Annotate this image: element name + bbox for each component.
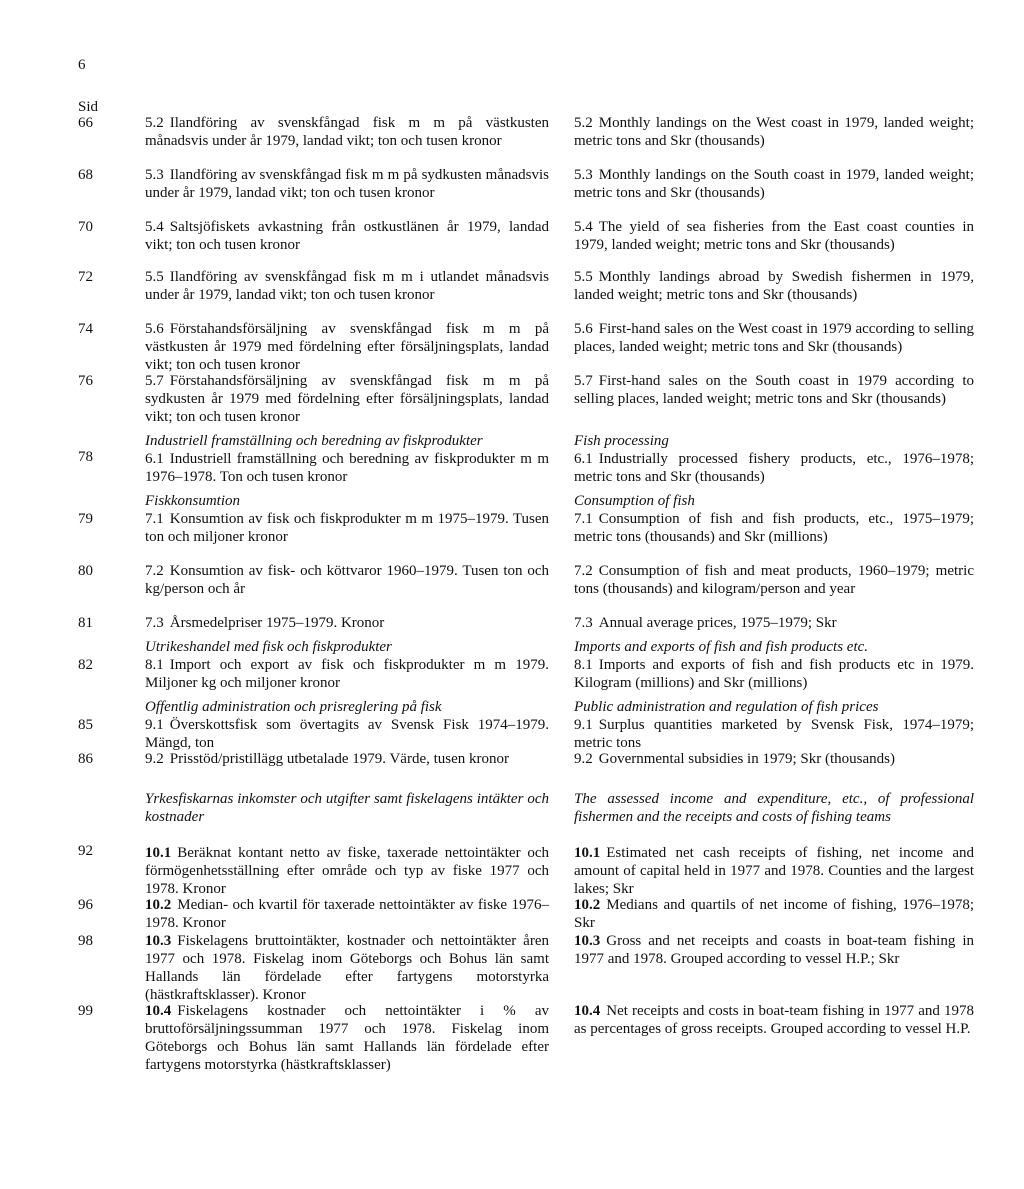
table-number: 8.1: [574, 657, 593, 673]
page-ref: 76: [78, 373, 93, 389]
entry-en: 10.4 Net receipts and costs in boat-team fishing in 1977 and 1978 as percentages of gross receipts. Grouped according to vessel H.P.: [574, 1003, 974, 1037]
entry-en: 5.2 Monthly landings on the West coast in 1979, landed weight; metric tons and Skr (thousands): [574, 115, 974, 149]
section-heading-sv: Yrkesfiskarnas inkomster och utgifter samt fiskelagens intäkter och kostnader: [145, 791, 549, 825]
table-number: 8.1: [145, 657, 164, 673]
entry-sv: 10.1 Beräknat kontant netto av fiske, taxerade nettointäkter och förmögenhetsställning efter område och typ av fiske 1977 och 1978. Kronor: [145, 845, 549, 897]
table-number: 7.2: [574, 563, 593, 579]
entry-sv: 7.3 Årsmedelpriser 1975–1979. Kronor: [145, 615, 385, 631]
entry-en: 5.4 The yield of sea fisheries from the East coast counties in 1979, landed weight; metric tons and Skr (thousands): [574, 219, 974, 253]
table-number: 5.5: [574, 269, 593, 285]
entry-sv: 7.1 Konsumtion av fisk och fiskprodukter m m 1975–1979. Tusen ton och miljoner kronor: [145, 511, 549, 545]
table-number: 7.3: [145, 615, 164, 631]
section-heading-en: The assessed income and expenditure, etc., of professional fishermen and the receipts and costs of fishing teams: [574, 791, 974, 825]
entry-sv: 5.2 Ilandföring av svenskfångad fisk m m på västkusten månadsvis under år 1979, landad vikt; ton och tusen kronor: [145, 115, 549, 149]
entry-en: 5.3 Monthly landings on the South coast in 1979, landed weight; metric tons and Skr (thousands): [574, 167, 974, 201]
table-number: 5.2: [574, 115, 593, 131]
table-number: 10.4: [145, 1003, 172, 1019]
table-number: 7.1: [574, 511, 593, 527]
entry-sv: 9.2 Prisstöd/pristillägg utbetalade 1979. Värde, tusen kronor: [145, 751, 510, 767]
page-ref: 74: [78, 321, 93, 337]
page-ref: 70: [78, 219, 93, 235]
table-number: 10.1: [145, 845, 172, 861]
table-number: 7.3: [574, 615, 593, 631]
entry-en: 10.3 Gross and net receipts and coasts in boat-team fishing in 1977 and 1978. Grouped according to vessel H.P.; Skr: [574, 933, 974, 967]
table-number: 9.1: [574, 717, 593, 733]
entry-en: 9.1 Surplus quantities marketed by Svensk Fisk, 1974–1979; metric tons: [574, 717, 974, 751]
page-ref: 66: [78, 115, 93, 131]
entry-sv: 10.3 Fiskelagens bruttointäkter, kostnader och nettointäkter åren 1977 och 1978. Fiskelag inom Göteborgs och Bohus län samt Hallands län fördelade efter fartygens motorstyrka (hästkraftsklasser). Kronor: [145, 933, 549, 1003]
section-heading-en: Public administration and regulation of fish prices: [574, 699, 879, 715]
page-ref: 99: [78, 1003, 93, 1019]
table-number: 5.7: [574, 373, 593, 389]
section-heading-en: Fish processing: [574, 433, 669, 449]
table-number: 5.4: [574, 219, 593, 235]
entry-en: 5.6 First-hand sales on the West coast in 1979 according to selling places, landed weight; metric tons and Skr (thousands): [574, 321, 974, 355]
entry-en: 8.1 Imports and exports of fish and fish products etc in 1979. Kilogram (millions) and Skr (millions): [574, 657, 974, 691]
table-number: 5.3: [574, 167, 593, 183]
table-number: 7.1: [145, 511, 164, 527]
page-ref: 92: [78, 843, 93, 859]
table-number: 10.1: [574, 845, 601, 861]
table-number: 5.4: [145, 219, 164, 235]
section-heading-sv: Offentlig administration och prisreglering på fisk: [145, 699, 442, 715]
entry-sv: 7.2 Konsumtion av fisk- och köttvaror 1960–1979. Tusen ton och kg/person och år: [145, 563, 549, 597]
entry-en: 7.2 Consumption of fish and meat products, 1960–1979; metric tons (thousands) and kilogram/person and year: [574, 563, 974, 597]
table-number: 9.2: [574, 751, 593, 767]
entry-sv: 10.4 Fiskelagens kostnader och nettointäkter i % av bruttoförsäljningssumman 1977 och 1978. Fiskelag inom Göteborgs och Bohus län samt Hallands län fördelade efter fartygens motorstyrka (hästkraftsklasser): [145, 1003, 549, 1073]
section-heading-sv: Fiskkonsumtion: [145, 493, 240, 509]
entry-en: 10.1 Estimated net cash receipts of fishing, net income and amount of capital held in 1977 and 1978. Counties and the largest lakes; Skr: [574, 845, 974, 897]
entry-sv: 5.7 Förstahandsförsäljning av svenskfångad fisk m m på sydkusten år 1979 med fördelning efter försäljningsplats, landad vikt; ton och tusen kronor: [145, 373, 549, 425]
page-ref: 86: [78, 751, 93, 767]
page-ref: 85: [78, 717, 93, 733]
page-ref: 68: [78, 167, 93, 183]
table-number: 10.3: [574, 933, 601, 949]
entry-sv: 8.1 Import och export av fisk och fiskprodukter m m 1979. Miljoner kg och miljoner kronor: [145, 657, 549, 691]
page-ref: 81: [78, 615, 93, 631]
page-ref: 79: [78, 511, 93, 527]
table-number: 5.2: [145, 115, 164, 131]
entry-en: 5.5 Monthly landings abroad by Swedish fishermen in 1979, landed weight; metric tons and Skr (thousands): [574, 269, 974, 303]
section-heading-sv: Utrikeshandel med fisk och fiskprodukter: [145, 639, 392, 655]
table-number: 9.1: [145, 717, 164, 733]
table-number: 10.2: [145, 897, 172, 913]
entry-en: 10.2 Medians and quartils of net income of fishing, 1976–1978; Skr: [574, 897, 974, 931]
table-number: 7.2: [145, 563, 164, 579]
entry-sv: 5.5 Ilandföring av svenskfångad fisk m m i utlandet månadsvis under år 1979, landad vikt; ton och tusen kronor: [145, 269, 549, 303]
page-ref: 98: [78, 933, 93, 949]
entry-sv: 9.1 Överskottsfisk som övertagits av Svensk Fisk 1974–1979. Mängd, ton: [145, 717, 549, 751]
table-number: 10.3: [145, 933, 172, 949]
table-number: 10.2: [574, 897, 601, 913]
entry-sv: 10.2 Median- och kvartil för taxerade nettointäkter av fiske 1976–1978. Kronor: [145, 897, 549, 931]
table-number: 5.6: [574, 321, 593, 337]
table-number: 6.1: [574, 451, 593, 467]
table-number: 10.4: [574, 1003, 601, 1019]
entry-en: 6.1 Industrially processed fishery products, etc., 1976–1978; metric tons and Skr (thousands): [574, 451, 974, 485]
entry-sv: 5.3 Ilandföring av svenskfångad fisk m m på sydkusten månadsvis under år 1979, landad vikt; ton och tusen kronor: [145, 167, 549, 201]
page-ref: 96: [78, 897, 93, 913]
page-number: 6: [78, 57, 86, 73]
table-number: 5.7: [145, 373, 164, 389]
page-ref: 72: [78, 269, 93, 285]
section-heading-en: Imports and exports of fish and fish products etc.: [574, 639, 869, 655]
sid-label: Sid: [78, 99, 99, 115]
table-number: 5.5: [145, 269, 164, 285]
table-number: 9.2: [145, 751, 164, 767]
table-number: 6.1: [145, 451, 164, 467]
section-heading-sv: Industriell framställning och beredning av fiskprodukter: [145, 433, 483, 449]
page-ref: 82: [78, 657, 93, 673]
section-heading-en: Consumption of fish: [574, 493, 695, 509]
entry-sv: 6.1 Industriell framställning och beredning av fiskprodukter m m 1976–1978. Ton och tusen kronor: [145, 451, 549, 485]
table-number: 5.6: [145, 321, 164, 337]
entry-sv: 5.6 Förstahandsförsäljning av svenskfångad fisk m m på västkusten år 1979 med fördelning efter försäljningsplats, landad vikt; ton och tusen kronor: [145, 321, 549, 373]
entry-en: 7.3 Annual average prices, 1975–1979; Skr: [574, 615, 837, 631]
entry-en: 7.1 Consumption of fish and fish products, etc., 1975–1979; metric tons (thousands) and Skr (millions): [574, 511, 974, 545]
table-number: 5.3: [145, 167, 164, 183]
page-ref: 78: [78, 449, 93, 465]
entry-en: 5.7 First-hand sales on the South coast in 1979 according to selling places, landed weight; metric tons and Skr (thousands): [574, 373, 974, 407]
entry-en: 9.2 Governmental subsidies in 1979; Skr (thousands): [574, 751, 895, 767]
entry-sv: 5.4 Saltsjöfiskets avkastning från ostkustlänen år 1979, landad vikt; ton och tusen kronor: [145, 219, 549, 253]
page-ref: 80: [78, 563, 93, 579]
